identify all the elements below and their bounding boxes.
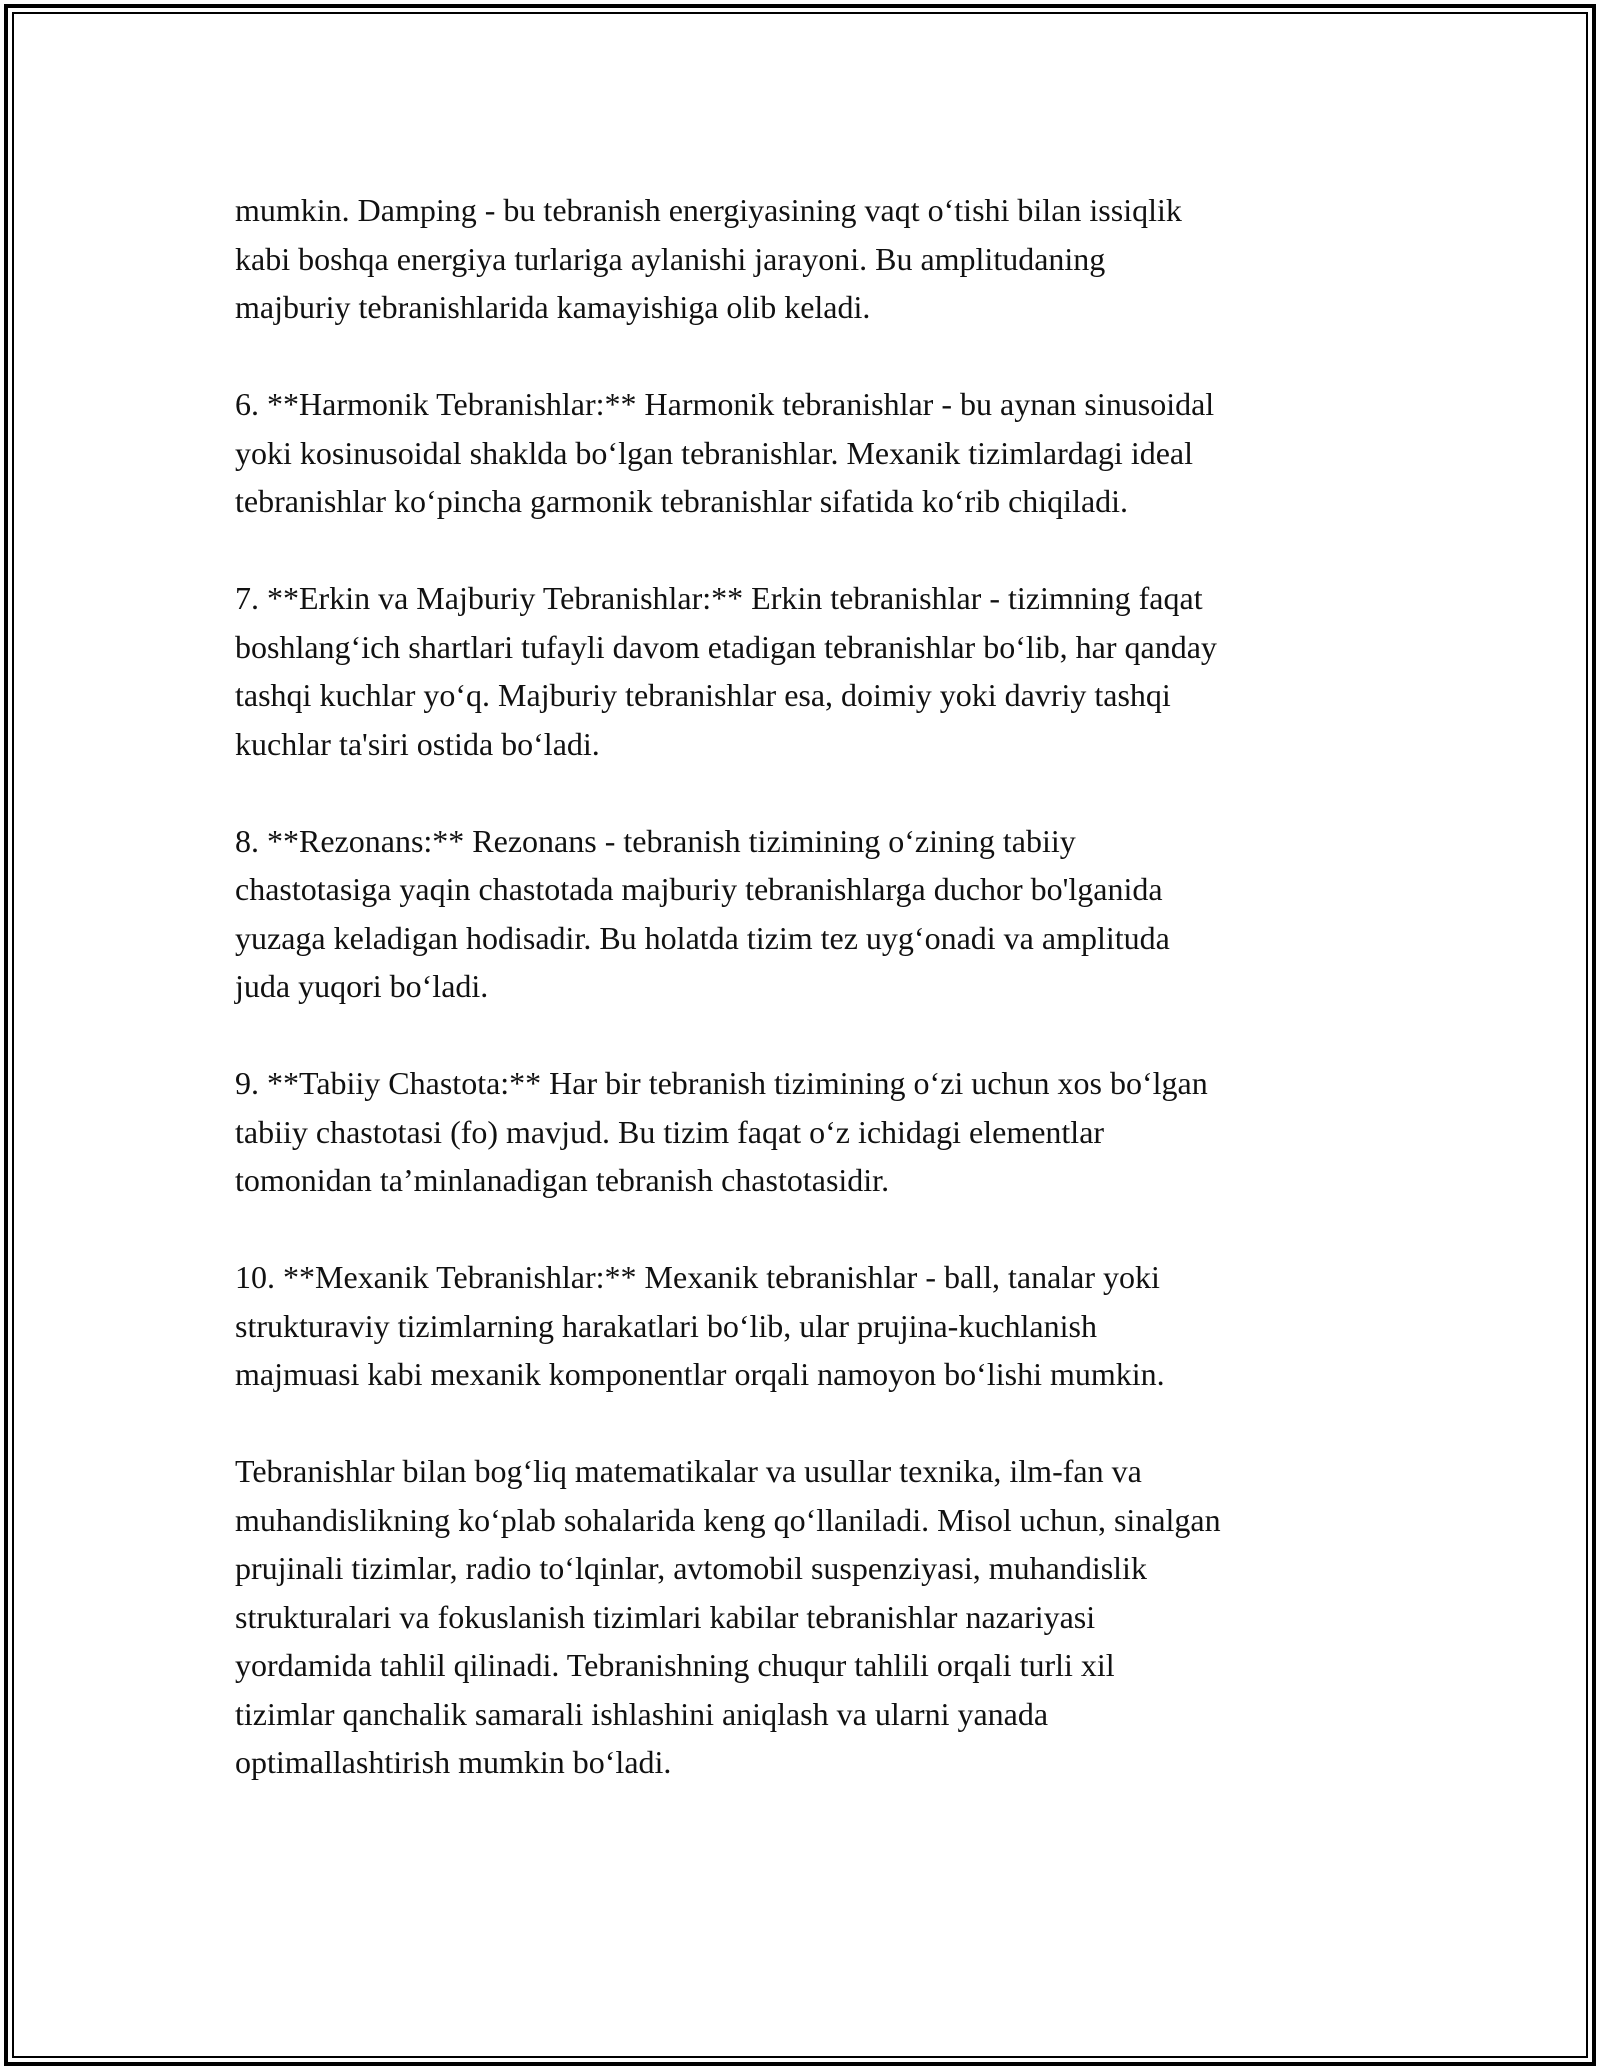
paragraph-damping-continuation: mumkin. Damping - bu tebranish energiyasining vaqt o‘tishi bilan issiqlik kabi boshqa energiya turlariga aylanishi jarayoni. Bu amplitudaning majburiy tebranishlarida kamayishiga olib keladi. xyxy=(235,192,1182,325)
paragraph-harmonik-tebranishlar: 6. **Harmonik Tebranishlar:** Harmonik tebranishlar - bu aynan sinusoidal yoki kosinusoidal shaklda bo‘lgan tebranishlar. Mexanik tizimlardagi ideal tebranishlar ko‘pincha garmonik tebranishlar sifatida ko‘rib chiqiladi. xyxy=(235,386,1215,519)
paragraph-erkin-va-majburiy: 7. **Erkin va Majburiy Tebranishlar:** Erkin tebranishlar - tizimning faqat boshlang‘ich shartlari tufayli davom etadigan tebranishlar bo‘lib, har qanday tashqi kuchlar yo‘q. Majburiy tebranishlar esa, doimiy yoki davriy tashqi kuchlar ta'siri ostida bo‘ladi. xyxy=(235,580,1217,762)
document-body xyxy=(235,186,1415,1835)
paragraph-conclusion: Tebranishlar bilan bog‘liq matematikalar va usullar texnika, ilm-fan va muhandislikning ko‘plab sohalarida keng qo‘llaniladi. Misol uchun, sinalgan prujinali tizimlar, radio to‘lqinlar, avtomobil suspenziyasi, muhandislik strukturalari va fokuslanish tizimlari kabilar tebranishlar nazariyasi yordamida tahlil qilinadi. Tebranishning chuqur tahlili orqali turli xil tizimlar qanchalik samarali ishlashini aniqlash va ularni yanada optimallashtirish mumkin bo‘ladi. xyxy=(235,1453,1221,1780)
paragraph-rezonans: 8. **Rezonans:** Rezonans - tebranish tizimining o‘zining tabiiy chastotasiga yaqin chastotada majburiy tebranishlarga duchor bo'lganida yuzaga keladigan hodisadir. Bu holatda tizim tez uyg‘onadi va amplituda juda yuqori bo‘ladi. xyxy=(235,822,1170,1004)
paragraph-mexanik-tebranishlar: 10. **Mexanik Tebranishlar:** Mexanik tebranishlar - ball, tanalar yoki strukturaviy tizimlarning harakatlari bo‘lib, ular prujina-kuchlanish majmuasi kabi mexanik komponentlar orqali namoyon bo‘lishi mumkin. xyxy=(235,1259,1165,1392)
paragraph-tabiiy-chastota: 9. **Tabiiy Chastota:** Har bir tebranish tizimining o‘zi uchun xos bo‘lgan tabiiy chastotasi (fo) mavjud. Bu tizim faqat o‘z ichidagi elementlar tomonidan ta’minlanadigan tebranish chastotasidir. xyxy=(235,1065,1208,1198)
